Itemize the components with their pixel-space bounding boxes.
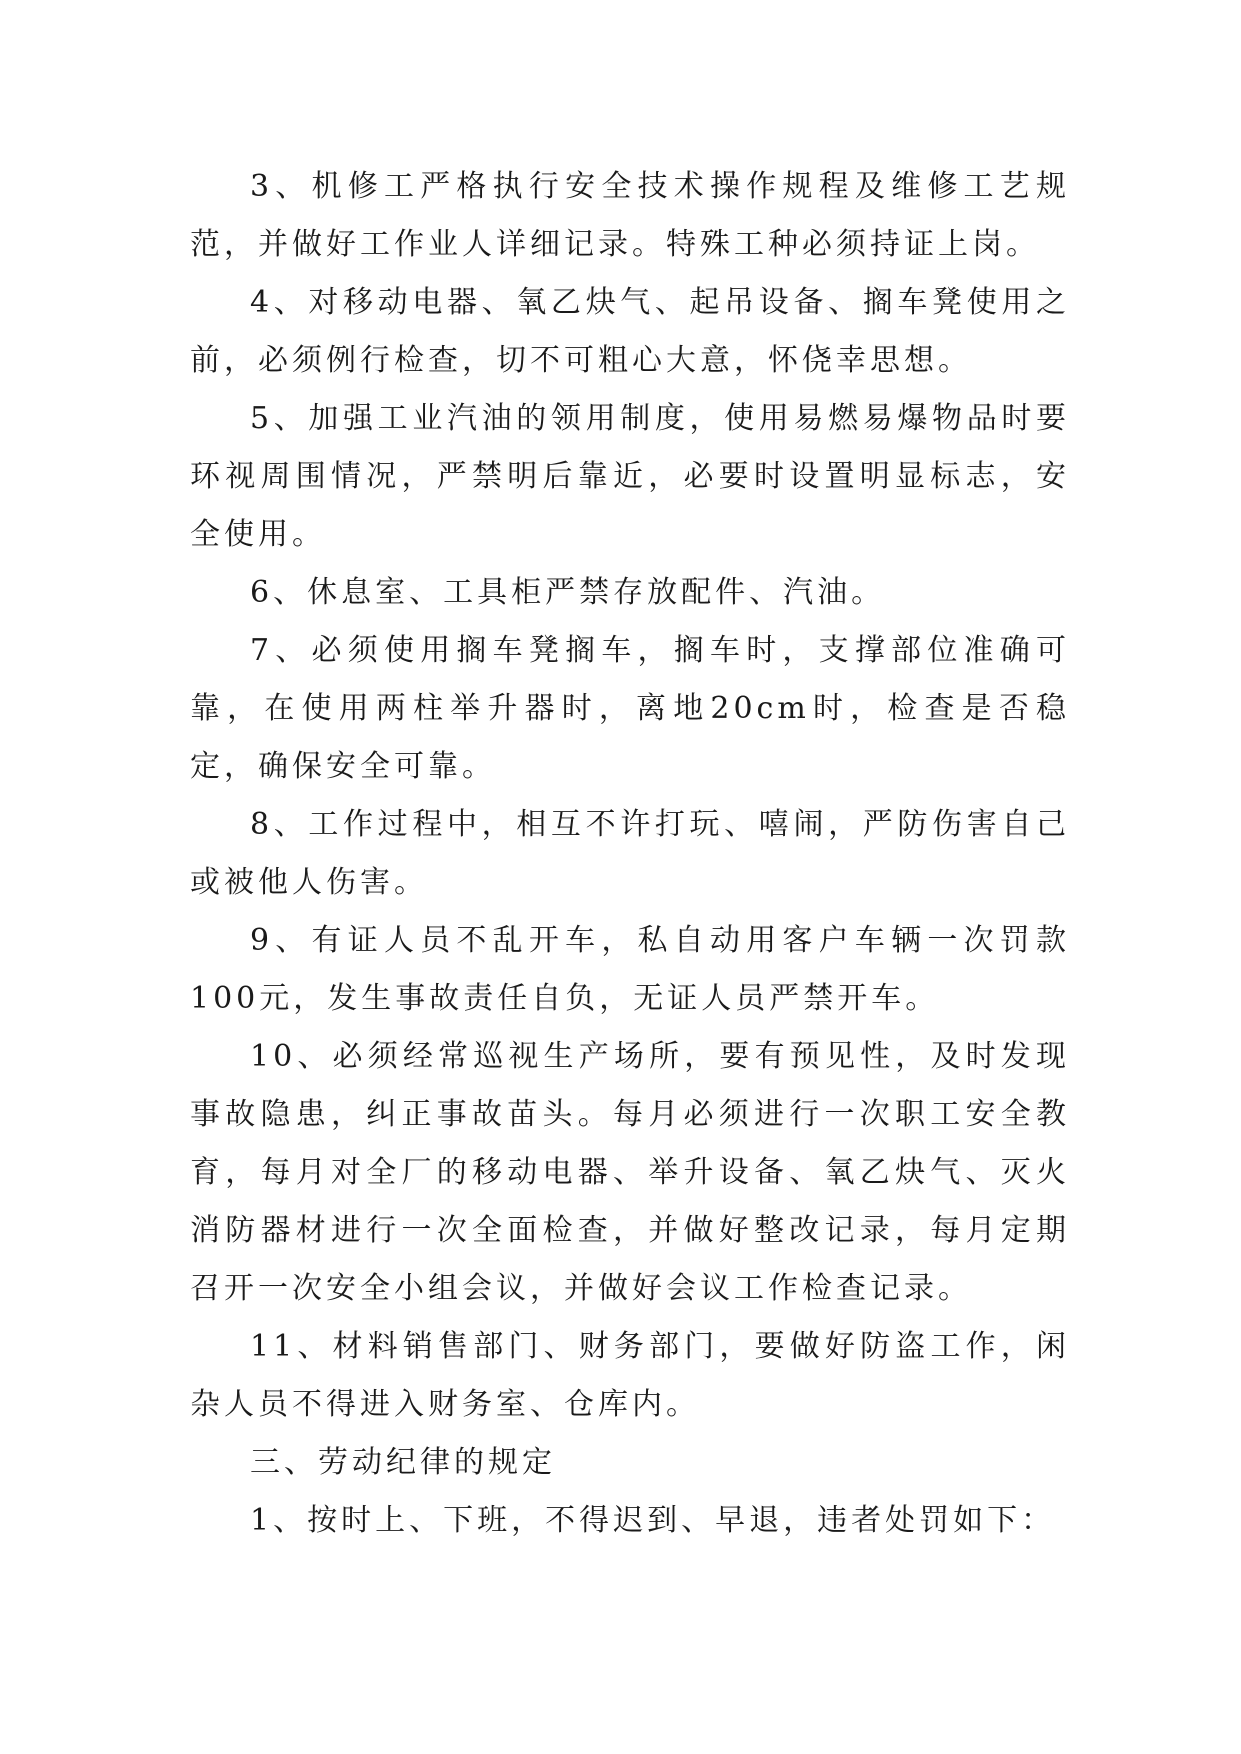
paragraph-item-10: 10、必须经常巡视生产场所，要有预见性，及时发现事故隐患，纠正事故苗头。每月必须进行一次职工安全教育，每月对全厂的移动电器、举升设备、氧乙炔气、灭火消防器材进行一次全面检查，并做好整改记录，每月定期召开一次安全小组会议，并做好会议工作检查记录。 — [190, 1039, 1070, 1306]
paragraph-item-8: 8、工作过程中，相互不许打玩、嘻闹，严防伤害自己或被他人伤害。 — [190, 807, 1070, 900]
paragraph-item-6: 6、休息室、工具柜严禁存放配件、汽油。 — [250, 575, 886, 610]
paragraph-item-9: 9、有证人员不乱开车，私自动用客户车辆一次罚款100元，发生事故责任自负，无证人员严禁开车。 — [190, 923, 1070, 1016]
section-heading-labor-discipline: 三、劳动纪律的规定 — [250, 1445, 556, 1480]
paragraph-item-5: 5、加强工业汽油的领用制度，使用易燃易爆物品时要环视周围情况，严禁明后靠近，必要时设置明显标志，安全使用。 — [190, 401, 1070, 552]
document-body — [190, 158, 1070, 1550]
paragraph-item-1: 1、按时上、下班，不得迟到、早退，违者处罚如下： — [250, 1503, 1056, 1538]
paragraph-item-4: 4、对移动电器、氧乙炔气、起吊设备、搁车凳使用之前，必须例行检查，切不可粗心大意，怀侥幸思想。 — [190, 285, 1070, 378]
paragraph-item-7: 7、必须使用搁车凳搁车，搁车时，支撑部位准确可靠，在使用两柱举升器时，离地20cm时，检查是否稳定，确保安全可靠。 — [190, 633, 1070, 784]
paragraph-item-3: 3、机修工严格执行安全技术操作规程及维修工艺规范，并做好工作业人详细记录。特殊工种必须持证上岗。 — [190, 169, 1070, 262]
paragraph-item-11: 11、材料销售部门、财务部门，要做好防盗工作，闲杂人员不得进入财务室、仓库内。 — [190, 1329, 1070, 1422]
